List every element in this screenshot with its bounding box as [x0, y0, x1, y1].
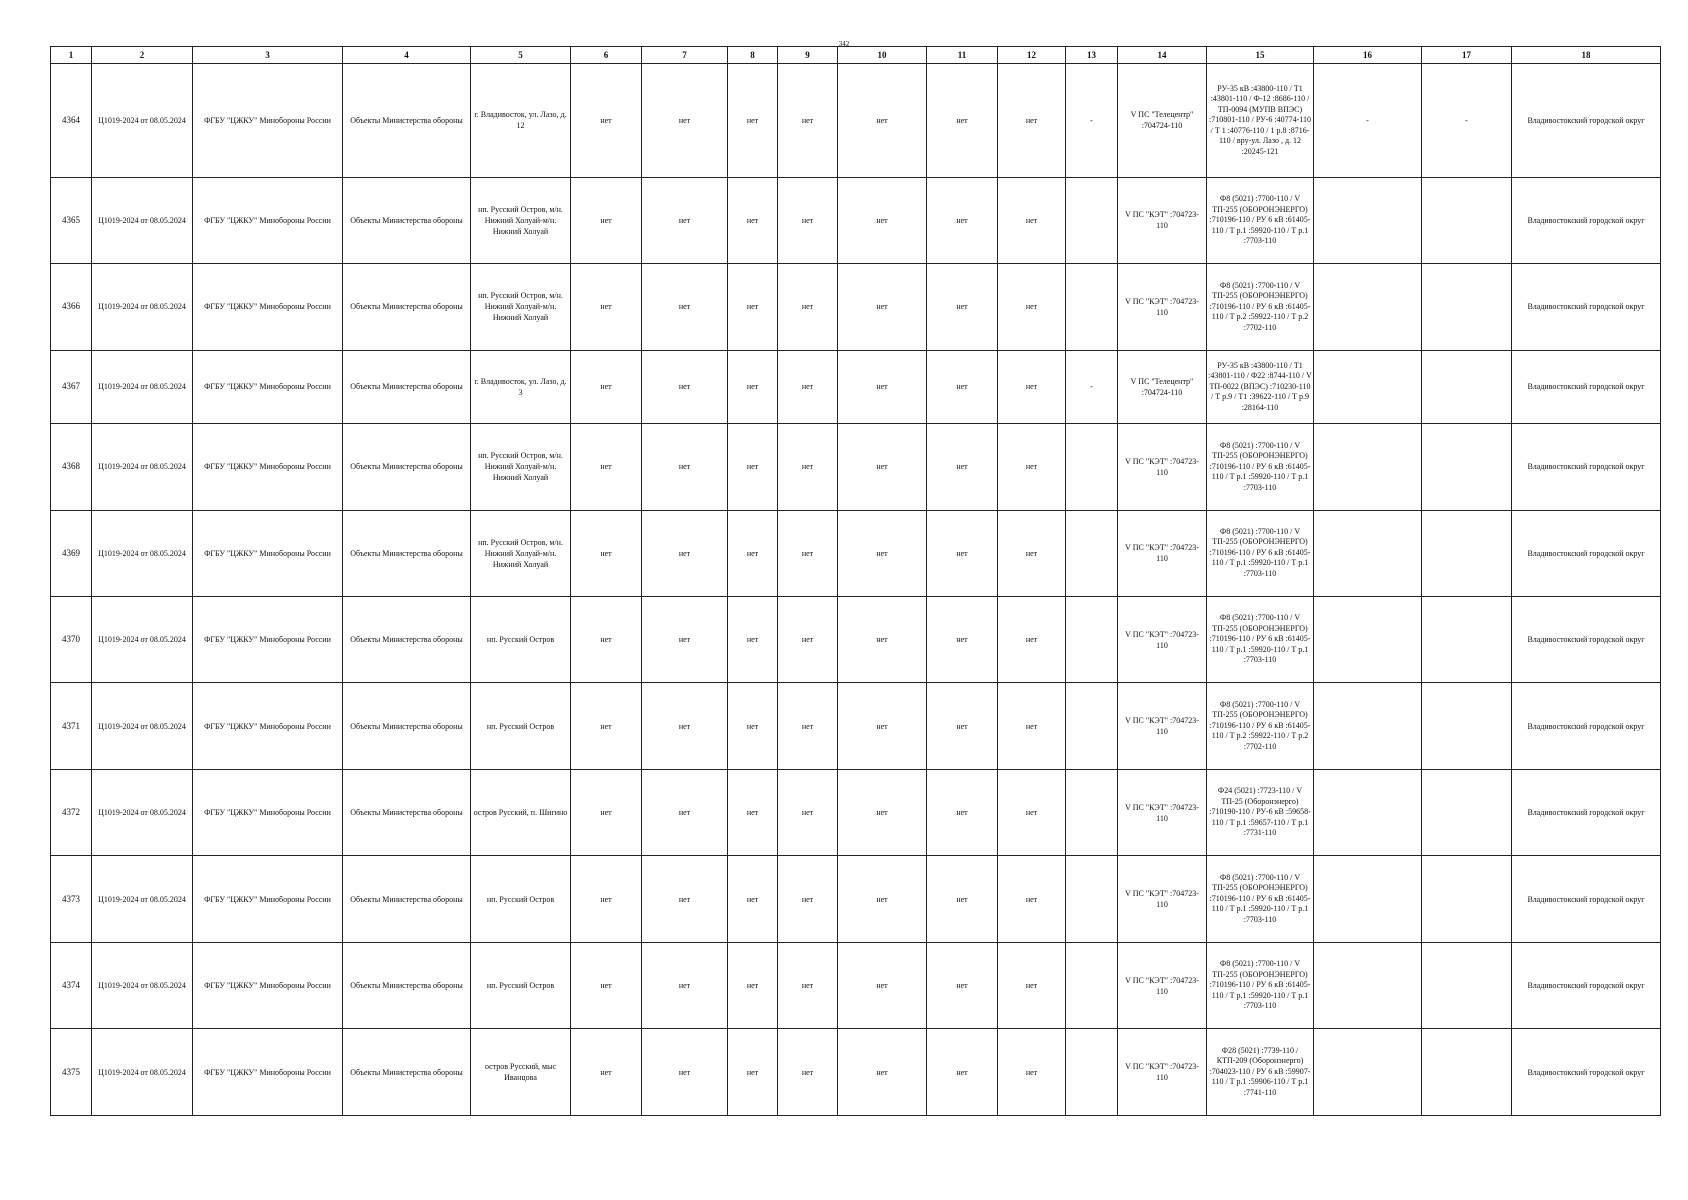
organization-name: ФГБУ "ЦЖКУ" Минобороны России: [193, 350, 343, 423]
table-row: [51, 1029, 1661, 1116]
object-type: Объекты Министерства обороны: [343, 769, 471, 855]
page-number: 342: [838, 40, 850, 48]
substation: V ПС "КЭТ" :704723-110: [1118, 596, 1207, 682]
substation: V ПС "КЭТ" :704723-110: [1118, 856, 1207, 942]
object-type: Объекты Министерства обороны: [343, 264, 471, 350]
cell-value: нет: [571, 350, 642, 423]
column-header: 4: [343, 47, 471, 64]
organization-name: ФГБУ "ЦЖКУ" Минобороны России: [193, 264, 343, 350]
connection-path: Ф8 (5021) :7700-110 / V ТП-255 (ОБОРОНЭНЕРГО) :710196-110 / РУ 6 кВ :61405-110 / Т р.1 :59920-110 / Т р.1 :7703-110: [1207, 424, 1314, 510]
municipality: Владивостокский городской округ: [1512, 424, 1661, 510]
substation: V ПС "КЭТ" :704723-110: [1118, 769, 1207, 855]
cell-value: [1422, 510, 1512, 596]
table-row: [51, 942, 1661, 1028]
substation: V ПС "КЭТ" :704723-110: [1118, 1029, 1207, 1116]
cell-value: нет: [838, 769, 927, 855]
cell-value: нет: [927, 264, 998, 350]
row-number: 4366: [51, 264, 92, 350]
municipality: Владивостокский городской округ: [1512, 350, 1661, 423]
cell-value: нет: [927, 856, 998, 942]
cell-value: [1422, 264, 1512, 350]
connection-path: РУ-35 кВ :43800-110 / Т1 :43801-110 / Ф-12 :8686-110 / ТП-0094 (МУПВ ВПЭС) :710801-110 / РУ-6 :40774-110 / Т 1 :40776-110 / 1 р.8 :8716-110 / вру-ул. Лазо , д. 12 :20245-121: [1207, 64, 1314, 178]
column-header: 2: [92, 47, 193, 64]
row-number: 4364: [51, 64, 92, 178]
cell-value: нет: [778, 264, 838, 350]
cell-value: [1422, 424, 1512, 510]
organization-name: ФГБУ "ЦЖКУ" Минобороны России: [193, 856, 343, 942]
column-header: 3: [193, 47, 343, 64]
cell-value: нет: [998, 264, 1066, 350]
cell-value: нет: [778, 177, 838, 263]
cell-value: нет: [728, 769, 778, 855]
connection-path: Ф8 (5021) :7700-110 / V ТП-255 (ОБОРОНЭНЕРГО) :710196-110 / РУ 6 кВ :61405-110 / Т р.1 :59920-110 / Т р.1 :7703-110: [1207, 510, 1314, 596]
cell-value: нет: [728, 683, 778, 769]
cell-value: нет: [778, 942, 838, 1028]
cell-value: нет: [571, 1029, 642, 1116]
cell-value: -: [1066, 64, 1118, 178]
cell-value: нет: [571, 856, 642, 942]
organization-name: ФГБУ "ЦЖКУ" Минобороны России: [193, 177, 343, 263]
cell-value: нет: [838, 1029, 927, 1116]
table-row: [51, 510, 1661, 596]
cell-value: нет: [778, 424, 838, 510]
cell-value: нет: [838, 64, 927, 178]
cell-value: нет: [728, 1029, 778, 1116]
cell-value: нет: [927, 683, 998, 769]
cell-value: нет: [728, 510, 778, 596]
object-address: остров Русский, мыс Иванцова: [471, 1029, 571, 1116]
table-row: [51, 264, 1661, 350]
column-header: 12: [998, 47, 1066, 64]
object-address: нп. Русский Остров, м/н. Нижний Холуай-м/н. Нижний Холуай: [471, 424, 571, 510]
table-row: [51, 350, 1661, 423]
cell-value: нет: [927, 177, 998, 263]
table-row: [51, 769, 1661, 855]
object-type: Объекты Министерства обороны: [343, 424, 471, 510]
cell-value: нет: [571, 64, 642, 178]
cell-value: нет: [571, 596, 642, 682]
organization-name: ФГБУ "ЦЖКУ" Минобороны России: [193, 64, 343, 178]
cell-value: нет: [998, 683, 1066, 769]
cell-value: [1422, 350, 1512, 423]
row-number: 4372: [51, 769, 92, 855]
organization-name: ФГБУ "ЦЖКУ" Минобороны России: [193, 510, 343, 596]
cell-value: нет: [642, 177, 728, 263]
table-row: [51, 64, 1661, 178]
cell-value: нет: [642, 350, 728, 423]
cell-value: [1314, 424, 1422, 510]
organization-name: ФГБУ "ЦЖКУ" Минобороны России: [193, 596, 343, 682]
cell-value: нет: [778, 596, 838, 682]
object-type: Объекты Министерства обороны: [343, 596, 471, 682]
column-header: 16: [1314, 47, 1422, 64]
register-table: [50, 46, 1661, 1116]
cell-value: нет: [642, 64, 728, 178]
cell-value: нет: [838, 350, 927, 423]
object-type: Объекты Министерства обороны: [343, 510, 471, 596]
cell-value: нет: [927, 510, 998, 596]
cell-value: нет: [642, 596, 728, 682]
cell-value: нет: [927, 596, 998, 682]
column-header: 8: [728, 47, 778, 64]
cell-value: [1314, 350, 1422, 423]
connection-path: Ф8 (5021) :7700-110 / V ТП-255 (ОБОРОНЭНЕРГО) :710196-110 / РУ 6 кВ :61405-110 / Т р.1 :59920-110 / Т р.1 :7703-110: [1207, 942, 1314, 1028]
object-type: Объекты Министерства обороны: [343, 683, 471, 769]
connection-path: Ф8 (5021) :7700-110 / V ТП-255 (ОБОРОНЭНЕРГО) :710196-110 / РУ 6 кВ :61405-110 / Т р.1 :59920-110 / Т р.1 :7703-110: [1207, 856, 1314, 942]
cell-value: [1314, 683, 1422, 769]
cell-value: нет: [927, 64, 998, 178]
municipality: Владивостокский городской округ: [1512, 683, 1661, 769]
municipality: Владивостокский городской округ: [1512, 856, 1661, 942]
municipality: Владивостокский городской округ: [1512, 769, 1661, 855]
tu-number-date: Ц1019-2024 от 08.05.2024: [92, 856, 193, 942]
column-header: 15: [1207, 47, 1314, 64]
cell-value: нет: [998, 856, 1066, 942]
cell-value: нет: [571, 769, 642, 855]
cell-value: нет: [728, 264, 778, 350]
object-address: нп. Русский Остров, м/н. Нижний Холуай-м/н. Нижний Холуай: [471, 264, 571, 350]
cell-value: нет: [927, 350, 998, 423]
row-number: 4367: [51, 350, 92, 423]
cell-value: нет: [642, 1029, 728, 1116]
cell-value: нет: [571, 424, 642, 510]
object-address: нп. Русский Остров: [471, 683, 571, 769]
cell-value: нет: [998, 596, 1066, 682]
tu-number-date: Ц1019-2024 от 08.05.2024: [92, 769, 193, 855]
cell-value: [1314, 596, 1422, 682]
table-row: [51, 856, 1661, 942]
cell-value: нет: [571, 177, 642, 263]
cell-value: нет: [927, 424, 998, 510]
cell-value: нет: [998, 424, 1066, 510]
object-address: нп. Русский Остров: [471, 596, 571, 682]
cell-value: нет: [571, 264, 642, 350]
cell-value: нет: [838, 942, 927, 1028]
cell-value: нет: [571, 510, 642, 596]
cell-value: нет: [778, 683, 838, 769]
cell-value: [1422, 177, 1512, 263]
column-number-row: [51, 47, 1661, 64]
column-header: 6: [571, 47, 642, 64]
table-row: [51, 683, 1661, 769]
column-header: 14: [1118, 47, 1207, 64]
connection-path: РУ-35 кВ :43800-110 / Т1 :43801-110 / Ф22 :8744-110 / V ТП-0022 (ВПЭС) :710230-110 / Т р.9 / Т1 :39622-110 / Т р.9 :28164-110: [1207, 350, 1314, 423]
municipality: Владивостокский городской округ: [1512, 942, 1661, 1028]
object-address: нп. Русский Остров, м/н. Нижний Холуай-м/н. Нижний Холуай: [471, 510, 571, 596]
cell-value: нет: [778, 1029, 838, 1116]
object-address: нп. Русский Остров: [471, 856, 571, 942]
cell-value: нет: [728, 64, 778, 178]
cell-value: [1066, 683, 1118, 769]
cell-value: нет: [642, 769, 728, 855]
object-type: Объекты Министерства обороны: [343, 856, 471, 942]
column-header: 18: [1512, 47, 1661, 64]
cell-value: [1422, 769, 1512, 855]
column-header: 10: [838, 47, 927, 64]
object-address: остров Русский, п. Шигино: [471, 769, 571, 855]
cell-value: [1422, 942, 1512, 1028]
row-number: 4370: [51, 596, 92, 682]
cell-value: нет: [838, 177, 927, 263]
cell-value: [1066, 942, 1118, 1028]
cell-value: [1066, 424, 1118, 510]
object-type: Объекты Министерства обороны: [343, 350, 471, 423]
cell-value: [1066, 510, 1118, 596]
cell-value: [1314, 510, 1422, 596]
cell-value: нет: [642, 856, 728, 942]
cell-value: [1422, 856, 1512, 942]
substation: V ПС "КЭТ" :704723-110: [1118, 177, 1207, 263]
tu-number-date: Ц1019-2024 от 08.05.2024: [92, 942, 193, 1028]
cell-value: [1422, 683, 1512, 769]
substation: V ПС "КЭТ" :704723-110: [1118, 424, 1207, 510]
cell-value: [1066, 596, 1118, 682]
cell-value: нет: [571, 683, 642, 769]
cell-value: нет: [778, 510, 838, 596]
column-header: 1: [51, 47, 92, 64]
row-number: 4373: [51, 856, 92, 942]
tu-number-date: Ц1019-2024 от 08.05.2024: [92, 64, 193, 178]
cell-value: -: [1422, 64, 1512, 178]
municipality: Владивостокский городской округ: [1512, 177, 1661, 263]
cell-value: [1066, 769, 1118, 855]
cell-value: [1066, 264, 1118, 350]
substation: V ПС "КЭТ" :704723-110: [1118, 683, 1207, 769]
substation: V ПС "КЭТ" :704723-110: [1118, 510, 1207, 596]
cell-value: нет: [642, 683, 728, 769]
cell-value: -: [1314, 64, 1422, 178]
cell-value: нет: [728, 424, 778, 510]
cell-value: нет: [778, 350, 838, 423]
cell-value: нет: [642, 942, 728, 1028]
column-header: 17: [1422, 47, 1512, 64]
connection-path: Ф8 (5021) :7700-110 / V ТП-255 (ОБОРОНЭНЕРГО) :710196-110 / РУ 6 кВ :61405-110 / Т р.2 :59922-110 / Т р.2 :7702-110: [1207, 264, 1314, 350]
connection-path: Ф28 (5021) :7739-110 / КТП-209 (Оборонэнерго) :704023-110 / РУ 6 кВ :59907-110 / Т р.1 :59906-110 / Т р.1 :7741-110: [1207, 1029, 1314, 1116]
cell-value: нет: [728, 942, 778, 1028]
organization-name: ФГБУ "ЦЖКУ" Минобороны России: [193, 769, 343, 855]
table-row: [51, 596, 1661, 682]
column-header: 5: [471, 47, 571, 64]
object-type: Объекты Министерства обороны: [343, 1029, 471, 1116]
object-type: Объекты Министерства обороны: [343, 64, 471, 178]
table-row: [51, 424, 1661, 510]
cell-value: нет: [838, 683, 927, 769]
substation: V ПС "КЭТ" :704723-110: [1118, 942, 1207, 1028]
row-number: 4365: [51, 177, 92, 263]
table-body: [51, 64, 1661, 1116]
cell-value: нет: [838, 424, 927, 510]
tu-number-date: Ц1019-2024 от 08.05.2024: [92, 510, 193, 596]
row-number: 4375: [51, 1029, 92, 1116]
organization-name: ФГБУ "ЦЖКУ" Минобороны России: [193, 424, 343, 510]
cell-value: нет: [728, 177, 778, 263]
substation: V ПС "КЭТ" :704723-110: [1118, 264, 1207, 350]
column-header: 9: [778, 47, 838, 64]
cell-value: нет: [998, 1029, 1066, 1116]
organization-name: ФГБУ "ЦЖКУ" Минобороны России: [193, 1029, 343, 1116]
object-address: нп. Русский Остров, м/н. Нижний Холуай-м/н. Нижний Холуай: [471, 177, 571, 263]
municipality: Владивостокский городской округ: [1512, 64, 1661, 178]
row-number: 4374: [51, 942, 92, 1028]
connection-path: Ф8 (5021) :7700-110 / V ТП-255 (ОБОРОНЭНЕРГО) :710196-110 / РУ 6 кВ :61405-110 / Т р.1 :59920-110 / Т р.1 :7703-110: [1207, 177, 1314, 263]
substation: V ПС "Телецентр" :704724-110: [1118, 350, 1207, 423]
object-type: Объекты Министерства обороны: [343, 177, 471, 263]
municipality: Владивостокский городской округ: [1512, 510, 1661, 596]
tu-number-date: Ц1019-2024 от 08.05.2024: [92, 596, 193, 682]
organization-name: ФГБУ "ЦЖКУ" Минобороны России: [193, 683, 343, 769]
cell-value: нет: [927, 1029, 998, 1116]
municipality: Владивостокский городской округ: [1512, 264, 1661, 350]
municipality: Владивостокский городской округ: [1512, 1029, 1661, 1116]
cell-value: нет: [998, 510, 1066, 596]
cell-value: [1314, 942, 1422, 1028]
tu-number-date: Ц1019-2024 от 08.05.2024: [92, 1029, 193, 1116]
connection-path: Ф8 (5021) :7700-110 / V ТП-255 (ОБОРОНЭНЕРГО) :710196-110 / РУ 6 кВ :61405-110 / Т р.2 :59922-110 / Т р.2 :7702-110: [1207, 683, 1314, 769]
cell-value: нет: [998, 350, 1066, 423]
cell-value: нет: [571, 942, 642, 1028]
cell-value: [1314, 1029, 1422, 1116]
connection-path: Ф24 (5021) :7723-110 / V ТП-25 (Оборонэнерго) :710190-110 / РУ-6 кВ :59658-110 / Т р.1 :59657-110 / Т р.1 :7731-110: [1207, 769, 1314, 855]
tu-number-date: Ц1019-2024 от 08.05.2024: [92, 177, 193, 263]
cell-value: нет: [838, 596, 927, 682]
row-number: 4368: [51, 424, 92, 510]
municipality: Владивостокский городской округ: [1512, 596, 1661, 682]
cell-value: -: [1066, 350, 1118, 423]
object-type: Объекты Министерства обороны: [343, 942, 471, 1028]
cell-value: нет: [998, 769, 1066, 855]
tu-number-date: Ц1019-2024 от 08.05.2024: [92, 424, 193, 510]
cell-value: нет: [838, 856, 927, 942]
cell-value: нет: [642, 510, 728, 596]
cell-value: нет: [998, 64, 1066, 178]
cell-value: [1066, 856, 1118, 942]
tu-number-date: Ц1019-2024 от 08.05.2024: [92, 264, 193, 350]
tu-number-date: Ц1019-2024 от 08.05.2024: [92, 350, 193, 423]
cell-value: нет: [927, 942, 998, 1028]
column-header: 7: [642, 47, 728, 64]
cell-value: [1422, 1029, 1512, 1116]
cell-value: нет: [728, 596, 778, 682]
cell-value: нет: [642, 424, 728, 510]
cell-value: [1314, 264, 1422, 350]
organization-name: ФГБУ "ЦЖКУ" Минобороны России: [193, 942, 343, 1028]
cell-value: [1066, 177, 1118, 263]
object-address: нп. Русский Остров: [471, 942, 571, 1028]
object-address: г. Владивосток, ул. Лазо, д. 12: [471, 64, 571, 178]
cell-value: [1314, 856, 1422, 942]
connection-path: Ф8 (5021) :7700-110 / V ТП-255 (ОБОРОНЭНЕРГО) :710196-110 / РУ 6 кВ :61405-110 / Т р.1 :59920-110 / Т р.1 :7703-110: [1207, 596, 1314, 682]
row-number: 4369: [51, 510, 92, 596]
cell-value: [1314, 769, 1422, 855]
cell-value: [1422, 596, 1512, 682]
tu-number-date: Ц1019-2024 от 08.05.2024: [92, 683, 193, 769]
substation: V ПС "Телецентр" :704724-110: [1118, 64, 1207, 178]
cell-value: нет: [778, 856, 838, 942]
cell-value: нет: [998, 177, 1066, 263]
cell-value: [1314, 177, 1422, 263]
row-number: 4371: [51, 683, 92, 769]
cell-value: нет: [728, 350, 778, 423]
object-address: г. Владивосток, ул. Лазо, д. 3: [471, 350, 571, 423]
cell-value: нет: [838, 510, 927, 596]
cell-value: нет: [778, 64, 838, 178]
cell-value: нет: [838, 264, 927, 350]
cell-value: нет: [998, 942, 1066, 1028]
column-header: 13: [1066, 47, 1118, 64]
cell-value: нет: [927, 769, 998, 855]
column-header: 11: [927, 47, 998, 64]
cell-value: нет: [778, 769, 838, 855]
cell-value: нет: [642, 264, 728, 350]
cell-value: [1066, 1029, 1118, 1116]
table-row: [51, 177, 1661, 263]
cell-value: нет: [728, 856, 778, 942]
